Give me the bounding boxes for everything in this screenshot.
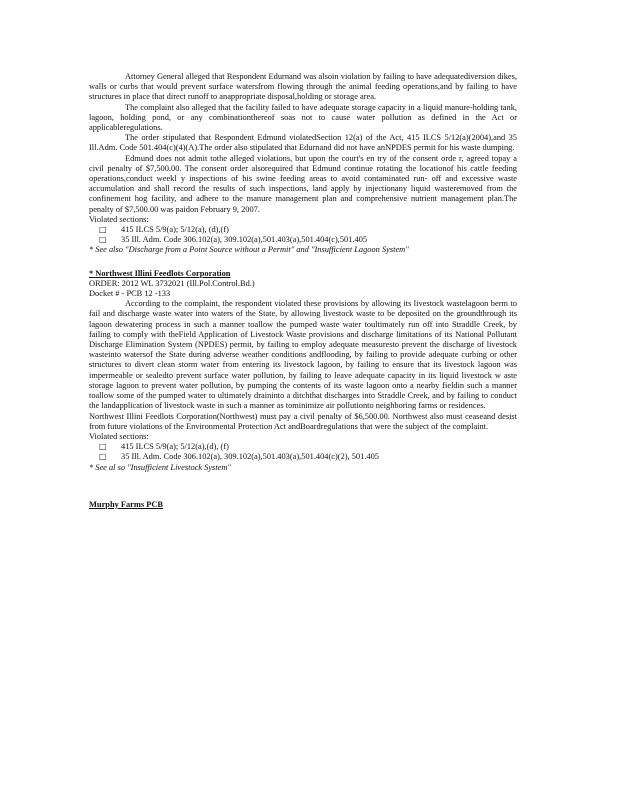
list-item-text: 35 Ill. Adm. Code 306.102(a), 309.102(a),501.403(a),501.404(c),501.405 bbox=[121, 235, 368, 245]
list-item-text: 35 Ill. Adm. Code 306.102(a), 309.102(a),501.403(a),501.404(c)(2), 501.405 bbox=[121, 452, 379, 462]
list-item-text: 415 ILCS 5/9(a); 5/12(a),(d), (f) bbox=[121, 442, 229, 452]
case-heading: Murphy Farms PCB bbox=[89, 499, 163, 509]
list-item bbox=[89, 442, 517, 452]
list-item bbox=[89, 225, 517, 235]
checkbox-bullet-icon: □ bbox=[99, 442, 107, 452]
order-citation: ORDER: 2012 WL 3732021 (Ill.Pol.Control.Bd.) bbox=[89, 278, 255, 288]
checkbox-bullet-icon: □ bbox=[99, 452, 107, 462]
case-heading-title: Northwest Illini Feedlots Corporation bbox=[95, 268, 231, 278]
see-also-note: * See al so "Insufficient Livestock System" bbox=[89, 462, 231, 472]
paragraph: The order stipulated that Respondent Edmund violatedSection 12(a) of the Act, 415 ILCS 5/12(a)(2004),and 35 Ill.Adm. Code 501.404(c)(4)(A).The order also stipulated that Edurnand did not have anNPDES permit for his waste dumping. bbox=[89, 133, 517, 153]
paragraph: Edmund does not admit tothe alleged violations, but upon the court's en try of the consent orde r, agreed topay a civil penalty of $7,500.00. The consent order alsorequired that Edmund continue rotating the locationof his cattle feeding operations,conduct weekl y inspections of his swine feeding areas to avoid contaminated run- off and excessive waste accumulation and shall record the results of such inspections, land apply by injectionany liquid wasteremoved from the confinement hog facility, and adhere to the manure management plan and comprehensive nutrient management plan.The penalty of $7,500.00 was paidon February 9, 2007. bbox=[89, 153, 517, 214]
list-item-text: 415 ILCS 5/9(a); 5/12(a), (d),(f) bbox=[121, 225, 229, 235]
document-body bbox=[89, 72, 517, 510]
violated-sections-label: Violated sections: bbox=[89, 431, 149, 441]
checkbox-bullet-icon: □ bbox=[99, 225, 107, 235]
paragraph: Attorney General alleged that Respondent Edurnand was alsoin violation by failing to have adequatediversion dikes, walls or curbs that would prevent surface watersfrom flowing through the animal feeding operations,and by failing to have structures in place that direct runoff to anappropriate disposal,holding or storage area. bbox=[89, 72, 517, 102]
paragraph: The complaint also alleged that the facility failed to have adequate storage capacity in a liquid manure-holding tank, lagoon, holding pond, or any combinationthereof soas not to cause water pollution as defined in the Act or applicableregulations. bbox=[89, 102, 517, 133]
list-item bbox=[89, 452, 517, 462]
paragraph: Northwest Illini Feedlots Corporation(Northwest) must pay a civil penalty of $6,500.00. Northwest also must ceaseand desist from future violations of the Environmental Protection Act andBoardregulations that were the subject of the complaint. bbox=[89, 411, 517, 431]
see-also-note: * See also "Discharge from a Point Source without a Permit" and "Insufficient Lagoon System" bbox=[89, 245, 409, 255]
checkbox-bullet-icon: □ bbox=[99, 235, 107, 245]
case-heading-star: * bbox=[89, 268, 94, 278]
case-heading bbox=[89, 269, 517, 279]
violated-sections-label: Violated sections: bbox=[89, 214, 149, 224]
paragraph: According to the complaint, the respondent violated these provisions by allowing its livestock wastelagoon berm to fail and discharge waste water into waters of the State, by allowing livestock waste to be deposited on the groundthrough its lagoon dewatering process in such a manner toallow the pumped waste water toultimately run off into Straddle Creek, by failing to comply with theField Application of Livestock Waste provisions and discharge limitations of its National Pollutant Discharge Elimination System (NPDES) permit, by failing to employ adequate measuresto prevent the discharge of livestock wasteinto watersof the State during adverse weather conditions andflooding, by failing to provide adequate curbing or other structures to divert clean storm water from entering its livestock lagoon, by failing to ensure that its livestock lagoon was impermeable or sealedto prevent surface water pollution, by failing to leave adequate capacity in its liquid livestock w aste storage lagoon to prevent water pollution, by pumping the contents of its waste lagoon onto a nearby fieldin such a manner toallow some of the pumped water to ultimately draininto a ditchthat discharges into Straddle Creek, and by failing to conduct the landapplication of livestock waste in such a manner as tominimize air pollutionto neighboring farms or residences. bbox=[89, 299, 517, 411]
list-item bbox=[89, 235, 517, 245]
spacer bbox=[89, 473, 517, 487]
docket-number: Docket # - PCB 12 -133 bbox=[89, 289, 171, 299]
